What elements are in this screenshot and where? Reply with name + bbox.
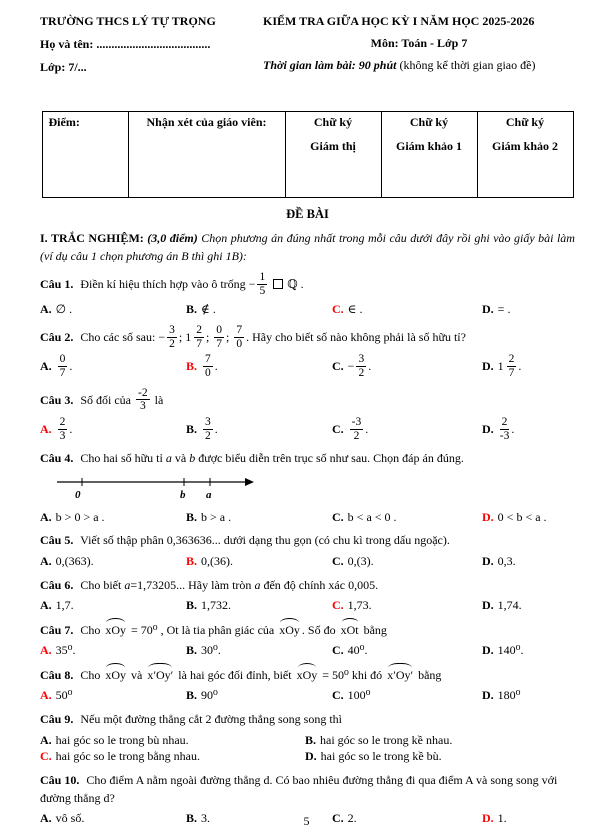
section-instructions: Chọn phương án đúng nhất trong mỗi câu dưới đây rồi ghi vào giấy bài làm (ví dụ câu 1 chọn phương án B thì ghi 1B): (40, 231, 575, 263)
question-9 (40, 711, 575, 765)
text: Số đối của (80, 392, 132, 407)
option-letter: C. (332, 359, 344, 374)
option-letter: B. (186, 359, 198, 374)
question-2 (40, 325, 575, 381)
option-text: 3. (201, 810, 211, 825)
angle-xpOyp: x′Oy′ (387, 666, 413, 684)
denominator: 3 (139, 400, 146, 413)
option-letter: B. (186, 688, 198, 703)
section-1-heading (40, 229, 575, 265)
text: bằng (418, 667, 442, 682)
subject-line: Môn: Toán - Lớp 7 (370, 36, 468, 50)
number-line-figure (54, 473, 575, 506)
option-text: 0,3. (497, 553, 516, 568)
option-letter: C. (332, 597, 344, 612)
question-5 (40, 532, 575, 569)
angle-xOy: xOy (279, 621, 300, 639)
option-letter: A. (40, 810, 52, 825)
option-text: b < a < 0 . (347, 509, 397, 524)
options-row (40, 417, 575, 443)
text: đến độ chính xác 0,005. (263, 577, 379, 592)
option-text: . (69, 359, 73, 374)
text: Nếu một đường thẳng cắt 2 đường thẳng song song thì (80, 712, 343, 727)
numerator: 3 (205, 415, 211, 428)
examiner1-label: Giám khảo 1 (395, 139, 462, 153)
denominator: 0 (205, 367, 211, 379)
numerator: -2 (138, 386, 148, 399)
angle-xOy: xOy (105, 666, 126, 684)
option-text: 1,732. (201, 597, 232, 612)
option-letter: D. (482, 688, 494, 703)
option-text: 1,7. (55, 597, 74, 612)
fraction (500, 416, 510, 442)
label-zero: 0 (75, 488, 81, 501)
exam-body-title: ĐỀ BÀI (286, 207, 329, 221)
option-b (186, 687, 332, 704)
option-text: 35⁰. (55, 643, 76, 658)
question-label: Câu 1. (40, 276, 74, 291)
question-4 (40, 450, 575, 525)
fraction (257, 271, 267, 297)
arrow-head (245, 478, 254, 486)
option-letter: B. (186, 553, 198, 568)
option-letter: D. (482, 302, 494, 317)
option-text: ∅ . (55, 302, 73, 317)
numerator: 2 (508, 353, 515, 366)
option-b (186, 509, 332, 526)
angle-xOt: xOt (341, 621, 359, 639)
denominator: 5 (259, 284, 266, 297)
fraction (203, 416, 213, 442)
option-text: . (511, 421, 515, 436)
denominator: 7 (196, 337, 202, 350)
denominator: 7 (508, 367, 515, 379)
number-line (54, 473, 254, 502)
options-row (40, 509, 575, 526)
option-c (332, 553, 482, 570)
text: là (154, 392, 164, 407)
option-letter: A. (40, 509, 52, 524)
page-number: 5 (303, 814, 310, 828)
separator: ; (226, 329, 230, 344)
option-b (186, 301, 332, 318)
option-letter: B. (186, 302, 198, 317)
option-letter: C. (332, 810, 344, 825)
mixed-number (497, 353, 522, 379)
label-a: a (206, 488, 212, 501)
section-points: (3,0 điểm) (147, 231, 198, 245)
numerator: 2 (196, 324, 202, 337)
option-letter: D. (482, 553, 494, 568)
option-c (332, 597, 482, 614)
fraction (167, 324, 177, 350)
text: Cho (80, 667, 101, 682)
label-b: b (180, 488, 186, 501)
text: Viết số thập phân 0,363636... dưới dạng thu gọn (có chu kì trong dấu ngoặc). (80, 533, 450, 548)
option-text: 30⁰. (201, 643, 221, 658)
option-text: . (518, 359, 522, 374)
numerator: 0 (59, 353, 66, 366)
option-letter: A. (40, 688, 52, 703)
option-a (40, 597, 186, 614)
text: được biểu diễn trên trục số như sau. Chọn đáp án đúng. (198, 451, 464, 466)
option-letter: A. (40, 302, 52, 317)
option-letter: B. (186, 421, 198, 436)
fraction (194, 324, 204, 350)
variable-a: a (124, 577, 131, 592)
option-text: 2. (347, 810, 357, 825)
student-name-field: Họ và tên: ...................................... (40, 37, 211, 51)
numerator: 2 (59, 415, 66, 428)
option-letter: B. (186, 509, 198, 524)
option-text: = . (497, 302, 511, 317)
question-label: Câu 8. (40, 667, 74, 682)
option-letter: A. (40, 359, 52, 374)
denominator: 7 (59, 367, 66, 379)
question-label: Câu 9. (40, 712, 74, 727)
cell-teacher-comment: Nhận xét của giáo viên: (128, 112, 285, 198)
angle-xOy: xOy (297, 666, 318, 684)
denominator: 7 (216, 337, 223, 350)
option-text: hai góc so le trong kề nhau. (320, 732, 453, 747)
question-1 (40, 272, 575, 318)
option-d (482, 687, 575, 704)
denominator: 2 (353, 429, 360, 442)
text: Cho điểm A nằm ngoài đường thẳng d. Có bao nhiêu đường thẳng đi qua điểm A và song song với đường thẳng d? (40, 773, 558, 805)
numerator: -3 (351, 415, 362, 428)
option-d (482, 354, 575, 380)
option-letter: C. (332, 553, 344, 568)
text: bằng (363, 622, 387, 637)
time-line (263, 58, 575, 73)
fraction (136, 387, 150, 413)
fraction (234, 324, 244, 350)
option-b (186, 642, 332, 659)
minus-sign: − (158, 329, 166, 344)
option-a (40, 732, 305, 749)
variable-a: a (254, 577, 261, 592)
option-text: 1,74. (497, 597, 522, 612)
fraction (214, 324, 224, 350)
denominator: 2 (169, 337, 175, 350)
option-text: hai góc so le trong bằng nhau. (55, 749, 200, 764)
question-label: Câu 6. (40, 577, 74, 592)
minus-sign: − (347, 359, 355, 374)
option-letter: C. (332, 421, 344, 436)
denominator: -3 (499, 429, 510, 442)
numerator: 3 (358, 353, 365, 366)
option-text: 1,73. (347, 597, 372, 612)
grading-table-row (42, 112, 573, 198)
text: Cho hai số hữu tỉ (80, 451, 163, 466)
option-letter: C. (332, 688, 344, 703)
option-letter: D. (482, 359, 494, 374)
option-text: 40⁰. (347, 643, 368, 658)
minus-sign: − (248, 276, 256, 291)
option-d (482, 597, 575, 614)
time-bold: Thời gian làm bài: 90 phút (263, 58, 400, 72)
variable-a: a (165, 451, 172, 466)
option-text: ∈ . (347, 302, 363, 317)
option-letter: A. (40, 643, 52, 658)
option-text: 0,(3). (347, 553, 374, 568)
exam-header (40, 14, 575, 75)
signature-label: Chữ ký (313, 115, 353, 129)
examiner2-label: Giám khảo 2 (491, 139, 558, 153)
text: =1,73205... Hãy làm tròn (130, 577, 252, 592)
header-left (40, 14, 216, 75)
question-text (40, 577, 575, 594)
section-title: I. TRẮC NGHIỆM: (40, 231, 148, 245)
denominator: 0 (236, 337, 243, 350)
angle-xOy: xOy (105, 621, 126, 639)
option-letter: D. (305, 749, 317, 764)
text: là hai góc đối đỉnh, biết (178, 667, 292, 682)
signature-label: Chữ ký (409, 115, 449, 129)
text: = 50⁰ khi đó (322, 667, 383, 682)
proctor-label: Giám thị (310, 139, 356, 153)
separator: ; (178, 329, 183, 344)
option-text: 140⁰. (497, 643, 524, 658)
option-d (305, 748, 575, 765)
option-letter: D. (482, 421, 494, 436)
option-b (305, 732, 575, 749)
option-text: b > 0 > a . (55, 509, 105, 524)
question-text (40, 666, 575, 684)
options-row (40, 301, 575, 318)
fraction (203, 353, 213, 379)
options-grid (40, 732, 575, 766)
option-text: hai góc so le trong kề bù. (320, 749, 442, 764)
option-c (40, 748, 305, 765)
option-text: hai góc so le trong bù nhau. (55, 732, 189, 747)
option-a (40, 509, 186, 526)
option-letter: B. (305, 732, 317, 747)
whole-part: 1 (185, 329, 192, 344)
mixed-number (185, 324, 206, 350)
fraction (58, 353, 68, 379)
question-label: Câu 2. (40, 329, 74, 344)
option-text: 1. (497, 810, 507, 825)
angle-xpOyp: x′Oy′ (147, 666, 173, 684)
grading-table (42, 111, 574, 198)
fraction (58, 416, 68, 442)
option-letter: C. (332, 643, 344, 658)
cell-proctor-signature (285, 112, 381, 198)
fraction (507, 353, 517, 379)
option-c (332, 354, 482, 380)
question-label: Câu 3. (40, 392, 74, 407)
text: ℚ . (287, 276, 304, 291)
text: = 70⁰ , Ot là tia phân giác của (131, 622, 275, 637)
text: Cho các số sau: (80, 329, 156, 344)
denominator: 3 (59, 429, 66, 442)
question-7 (40, 621, 575, 659)
cell-examiner2-signature (477, 112, 573, 198)
option-text: 180⁰ (497, 688, 521, 703)
numerator: 7 (236, 324, 243, 337)
option-b (186, 597, 332, 614)
option-letter: C. (40, 749, 52, 764)
question-text (40, 388, 575, 414)
option-a (40, 301, 186, 318)
numerator: 7 (205, 353, 211, 366)
option-b (186, 553, 332, 570)
option-text: 0 < b < a . (497, 509, 547, 524)
variable-b: b (189, 451, 196, 466)
header-right (263, 14, 575, 75)
fraction (350, 416, 364, 442)
question-text (40, 711, 575, 728)
signature-label: Chữ ký (505, 115, 545, 129)
denominator: 2 (358, 367, 365, 379)
option-letter: A. (40, 421, 52, 436)
option-text: 0,(363). (55, 553, 94, 568)
option-c (332, 509, 482, 526)
option-text: 100⁰ (347, 688, 371, 703)
option-a (40, 417, 186, 443)
cell-examiner1-signature (381, 112, 477, 198)
option-d (482, 509, 575, 526)
text: và (174, 451, 187, 466)
whole-part: 1 (497, 359, 504, 374)
option-d (482, 642, 575, 659)
text: Cho biết (80, 577, 122, 592)
separator: ; (205, 329, 210, 344)
option-letter: D. (482, 810, 494, 825)
option-d (482, 553, 575, 570)
option-text: . (214, 359, 218, 374)
question-3 (40, 388, 575, 444)
option-a (40, 687, 186, 704)
option-a (40, 354, 186, 380)
school-name: TRƯỜNG THCS LÝ TỰ TRỌNG (40, 14, 216, 28)
option-letter: D. (482, 597, 494, 612)
question-6 (40, 577, 575, 614)
option-letter: C. (332, 302, 344, 317)
option-text: vô số. (55, 810, 85, 825)
text: . Số đo (301, 622, 336, 637)
option-text: 0,(36). (201, 553, 234, 568)
question-text (40, 621, 575, 639)
option-c (332, 417, 482, 443)
exam-title: KIỂM TRA GIỮA HỌC KỲ I NĂM HỌC 2025-2026 (263, 14, 535, 28)
option-d (482, 417, 575, 443)
option-text: . (365, 421, 369, 436)
options-row (40, 553, 575, 570)
numerator: 2 (501, 415, 508, 428)
denominator: 2 (205, 429, 211, 442)
question-8 (40, 666, 575, 704)
cell-score: Điểm: (42, 112, 128, 198)
option-letter: A. (40, 732, 52, 747)
option-c (332, 301, 482, 318)
option-text: 90⁰ (201, 688, 218, 703)
numerator: 0 (216, 324, 223, 337)
option-letter: B. (186, 643, 198, 658)
option-text: . (214, 421, 218, 436)
option-b (186, 354, 332, 380)
option-letter: B. (186, 810, 198, 825)
option-b (186, 417, 332, 443)
text: . Hãy cho biết số nào không phải là số hữu tỉ? (246, 329, 466, 344)
options-row (40, 354, 575, 380)
option-letter: A. (40, 553, 52, 568)
options-row (40, 642, 575, 659)
class-field: Lớp: 7/... (40, 60, 87, 74)
question-label: Câu 4. (40, 451, 74, 466)
question-label: Câu 5. (40, 533, 74, 548)
numerator: 3 (169, 324, 175, 337)
question-text (40, 325, 575, 351)
options-row (40, 687, 575, 704)
option-letter: A. (40, 597, 52, 612)
option-d (482, 301, 575, 318)
blank-box (273, 279, 283, 289)
question-label: Câu 10. (40, 773, 80, 788)
option-text: . (368, 359, 372, 374)
option-text: 50⁰ (55, 688, 73, 703)
question-label: Câu 7. (40, 622, 74, 637)
option-c (332, 642, 482, 659)
numerator: 1 (259, 271, 266, 283)
option-a (40, 642, 186, 659)
option-text: ∉ . (201, 302, 216, 317)
option-text: b > a . (201, 509, 232, 524)
time-note: (không kể thời gian giao đề) (399, 58, 536, 72)
fraction (356, 353, 366, 379)
question-text (40, 772, 575, 807)
option-letter: D. (482, 509, 494, 524)
options-row (40, 597, 575, 614)
question-text (40, 450, 575, 467)
option-a (40, 553, 186, 570)
question-text (40, 272, 575, 298)
text: Cho (80, 622, 101, 637)
option-letter: B. (186, 597, 198, 612)
option-letter: C. (332, 509, 344, 524)
option-text: . (69, 421, 73, 436)
question-text (40, 532, 575, 549)
text: và (131, 667, 143, 682)
text: Điền kí hiệu thích hợp vào ô trống (80, 276, 246, 291)
option-letter: D. (482, 643, 494, 658)
option-c (332, 687, 482, 704)
